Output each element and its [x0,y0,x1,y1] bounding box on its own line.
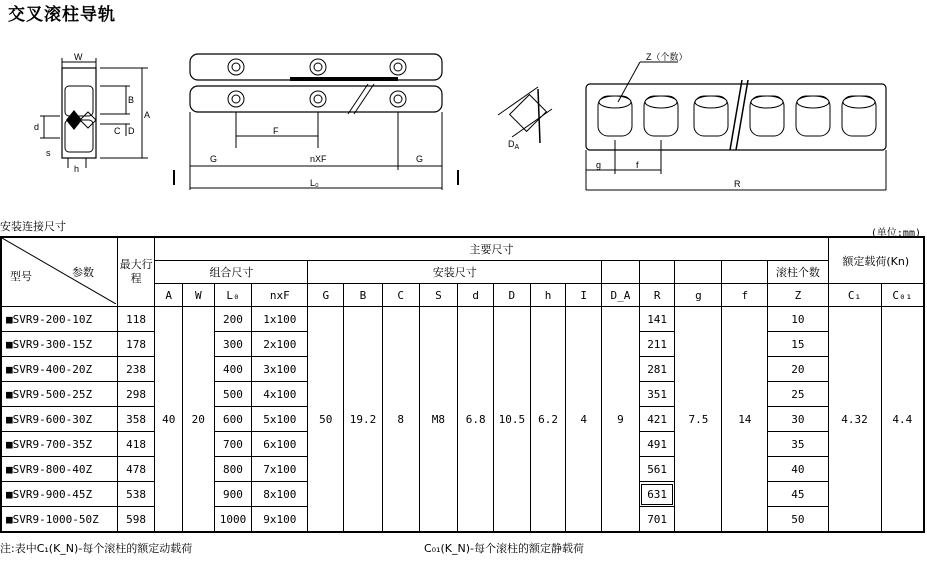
cell-model: ■SVR9-400-20Z [1,357,117,382]
cell-model: ■SVR9-600-30Z [1,407,117,432]
col-g: G [308,284,344,307]
cage-drawing [578,50,893,200]
label-nxf: nXF [310,154,327,164]
cell-nxf: 5x100 [252,407,308,432]
col-w: W [183,284,215,307]
label-c: C [114,126,121,136]
label-g-small: g [596,160,602,170]
header-blank-da [602,261,640,284]
label-w: W [74,52,83,62]
cell-model: ■SVR9-300-15Z [1,332,117,357]
cell-z: 45 [768,482,828,507]
cell-model: ■SVR9-1000-50Z [1,507,117,533]
cell-r: 351 [639,382,675,407]
label-h: h [74,164,80,174]
label-r: R [734,179,741,189]
col-z: Z [768,284,828,307]
label-a: A [144,110,151,120]
cell-r: 421 [639,407,675,432]
label-g-right: G [416,154,424,164]
col-d: d [458,284,494,307]
cell-r: 491 [639,432,675,457]
cell-nxf: 3x100 [252,357,308,382]
cell-s: M8 [419,307,458,533]
cell-stroke: 118 [117,307,155,332]
header-model-param [1,237,117,307]
header-rollers: 滚柱个数 [768,261,828,284]
cell-z: 30 [768,407,828,432]
cell-w: 20 [183,307,215,533]
col-c01: C₀₁ [881,284,924,307]
header-model: 型号 [10,270,32,283]
label-f-small: f [636,160,639,170]
cell-nxf: 8x100 [252,482,308,507]
cell-model: ■SVR9-900-45Z [1,482,117,507]
col-nxf: nxF [252,284,308,307]
cell-stroke: 598 [117,507,155,533]
label-b: B [128,95,135,105]
cell-model: ■SVR9-700-35Z [1,432,117,457]
col-b: B [344,284,383,307]
col-g-small: g [675,284,722,307]
cell-b: 19.2 [344,307,383,533]
cell-z: 25 [768,382,828,407]
cell-model: ■SVR9-500-25Z [1,382,117,407]
cell-r: 561 [639,457,675,482]
cell-lo: 700 [214,432,252,457]
header-blank-r [639,261,675,284]
rail-drawing [168,50,468,200]
cell-dd: 10.5 [493,307,530,533]
header-install: 安装尺寸 [308,261,602,284]
cell-lo: 600 [214,407,252,432]
roller-drawing [488,85,568,160]
label-s: s [46,148,51,158]
cell-a: 40 [155,307,183,533]
cell-z: 10 [768,307,828,332]
cell-f-small: 14 [722,307,768,533]
header-stroke: 最大行程 [117,237,155,307]
col-h: h [530,284,566,307]
table-row [1,307,924,332]
cell-c01: 4.4 [881,307,924,533]
cell-r: 701 [639,507,675,533]
cell-i: 4 [566,307,602,533]
cell-r: 211 [639,332,675,357]
cell-nxf: 1x100 [252,307,308,332]
col-da: D_A [602,284,640,307]
col-dd: D [493,284,530,307]
label-dd: D [128,126,135,136]
cell-r: 281 [639,357,675,382]
note-dynamic-load: 注:表中C₁(K_N)-每个滚柱的额定动载荷 [0,542,193,555]
col-f-small: f [722,284,768,307]
label-d: d [34,122,40,132]
cell-g: 50 [308,307,344,533]
label-z: Z（个数） [646,52,688,62]
cell-lo: 200 [214,307,252,332]
label-da: $D_A$ [508,139,520,151]
col-c: C [382,284,419,307]
cell-nxf: 6x100 [252,432,308,457]
cell-z: 35 [768,432,828,457]
cell-z: 40 [768,457,828,482]
section-title: 安装连接尺寸 [0,220,66,233]
col-r: R [639,284,675,307]
col-c1: C₁ [828,284,881,307]
cell-nxf: 2x100 [252,332,308,357]
cell-stroke: 478 [117,457,155,482]
cell-stroke: 538 [117,482,155,507]
header-load: 额定载荷(Kn) [828,237,924,284]
note-static-load: C₀₁(K_N)-每个滚柱的额定静载荷 [424,542,584,555]
cell-stroke: 418 [117,432,155,457]
cell-lo: 900 [214,482,252,507]
cell-stroke: 298 [117,382,155,407]
header-combo: 组合尺寸 [155,261,308,284]
label-f: F [273,126,279,136]
spec-table [0,236,925,533]
col-i: I [566,284,602,307]
header-main: 主要尺寸 [155,237,828,261]
col-a: A [155,284,183,307]
unit-label: (单位:mm) [870,228,921,239]
cell-model: ■SVR9-800-40Z [1,457,117,482]
label-g-left: G [210,154,218,164]
col-lo: L₀ [214,284,252,307]
cell-d: 6.8 [458,307,494,533]
cell-lo: 500 [214,382,252,407]
cell-z: 20 [768,357,828,382]
col-s: S [419,284,458,307]
cell-r: 141 [639,307,675,332]
cell-g-small: 7.5 [675,307,722,533]
cell-stroke: 238 [117,357,155,382]
cell-c1: 4.32 [828,307,881,533]
cell-model: ■SVR9-200-10Z [1,307,117,332]
cell-da: 9 [602,307,640,533]
cell-lo: 1000 [214,507,252,533]
cell-c: 8 [382,307,419,533]
cross-section-drawing [30,50,160,175]
cell-stroke: 178 [117,332,155,357]
cell-z: 50 [768,507,828,533]
cell-nxf: 9x100 [252,507,308,533]
cell-stroke: 358 [117,407,155,432]
cell-h: 6.2 [530,307,566,533]
header-param: 参数 [72,266,94,279]
header-blank-g [675,261,722,284]
cell-lo: 400 [214,357,252,382]
cell-r-selected[interactable]: 631 [639,482,675,507]
cell-lo: 300 [214,332,252,357]
cell-z: 15 [768,332,828,357]
label-lo: L₀ [310,178,319,188]
cell-lo: 800 [214,457,252,482]
cell-nxf: 7x100 [252,457,308,482]
header-blank-f [722,261,768,284]
cell-nxf: 4x100 [252,382,308,407]
page-title: 交叉滚柱导轨 [8,5,116,25]
